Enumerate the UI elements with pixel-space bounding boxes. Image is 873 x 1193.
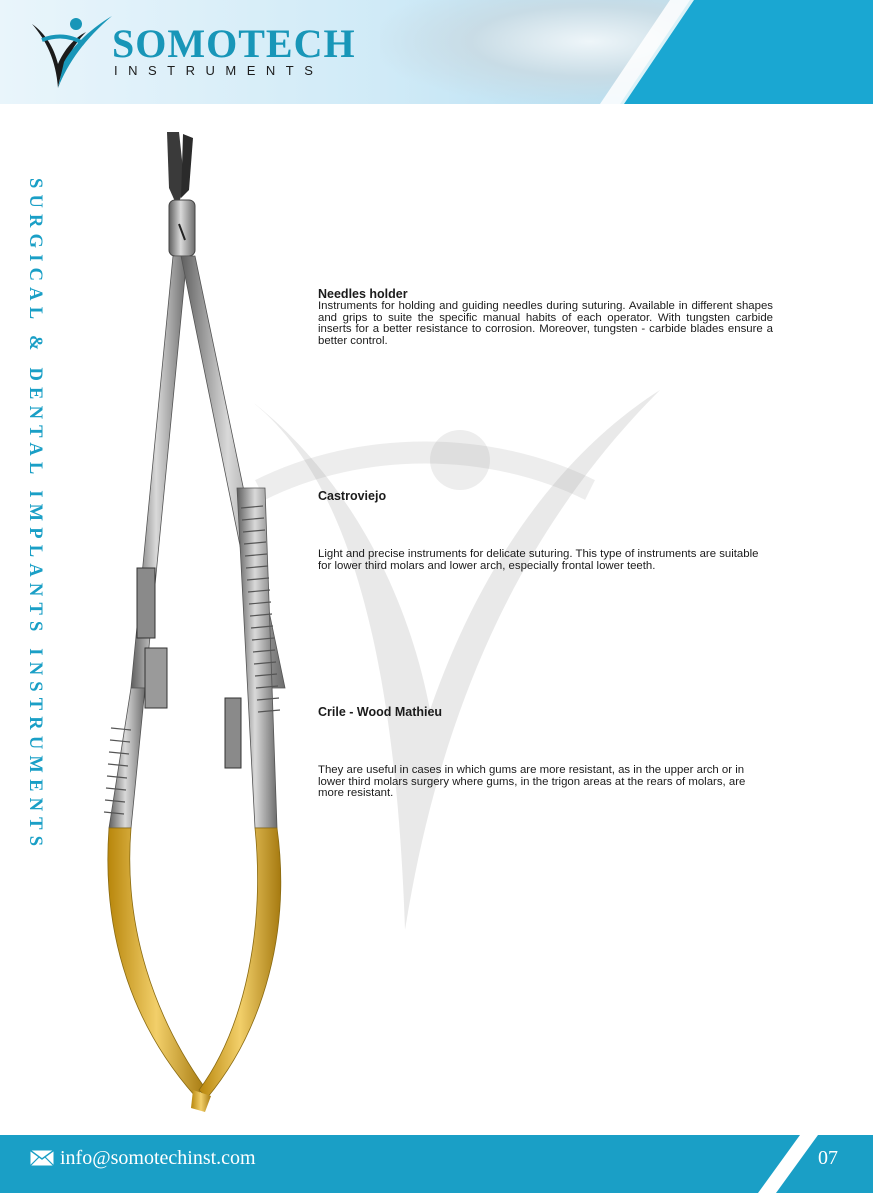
brand-name: SOMOTECH <box>112 21 356 66</box>
section-title: Needles holder <box>318 287 408 301</box>
section-title-castroviejo: Castroviejo <box>318 489 387 503</box>
page-header <box>0 0 873 104</box>
vertical-category-title: SURGICAL & DENTAL IMPLANTS INSTRUMENTS <box>25 178 45 853</box>
page-number: 07 <box>818 1147 838 1169</box>
envelope-icon <box>30 1150 54 1166</box>
section-title-crile-wood: Crile - Wood Mathieu <box>318 705 443 719</box>
needle-holder-image <box>95 128 310 1113</box>
brand-subtitle: INSTRUMENTS <box>114 63 324 78</box>
email-link[interactable]: info@somotechinst.com <box>60 1147 256 1169</box>
page-footer <box>0 1135 873 1193</box>
section-needles-holder <box>318 287 773 347</box>
section-text-crile-wood: They are useful in cases in which gums are more resistant, as in the upper arch or in lower third molars surgery where gums, in the trigon areas at the rears of molars, are more resistant. <box>318 764 746 799</box>
section-text: Instruments for holding and guiding needles during suturing. Available in different shapes and grips to suite the specific manual habits of each operator. With tungsten carbide inserts for a better resistance to corrosion. Moreover, tungsten - carbide blades ensure a better control. <box>318 300 773 347</box>
section-text-castroviejo: Light and precise instruments for delicate suturing. This type of instruments are suitable for lower third molars and lower arch, especially frontal lower teeth. <box>318 548 759 572</box>
somotech-logo-icon <box>28 10 114 94</box>
